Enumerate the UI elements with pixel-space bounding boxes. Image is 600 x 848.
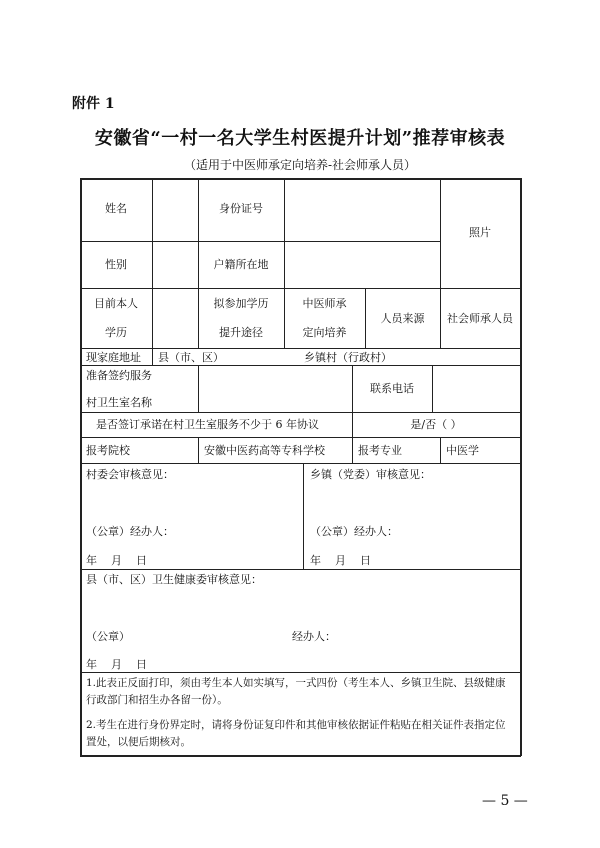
row-line-9 — [80, 672, 521, 673]
col-line-r5-a — [198, 365, 199, 412]
col-line-r7-a — [198, 437, 199, 463]
col-line-r5-c — [432, 365, 433, 412]
col-line-r12-a — [152, 178, 153, 288]
path-value-line2: 定向培养 — [302, 326, 347, 339]
education-label-line2: 学历 — [105, 326, 127, 339]
town-review-label: 乡镇（党委）审核意见： — [310, 468, 431, 481]
source-value: 社会师承人员 — [447, 312, 513, 325]
row-line-8 — [80, 569, 521, 570]
village-seal-handler: （公章）经办人： — [86, 525, 174, 538]
path-value-line1: 中医师承 — [302, 297, 347, 310]
county-review-label: 县（市、区）卫生健康委审核意见： — [86, 573, 262, 586]
path-label-line2: 提升途径 — [219, 326, 263, 339]
town-date: 年 月 日 — [310, 554, 371, 567]
path-label-line1: 拟参加学历 — [213, 297, 269, 310]
col-line-r7-b — [352, 437, 353, 463]
county-handler: 经办人： — [292, 630, 336, 643]
photo-label: 照片 — [469, 226, 491, 239]
village-review-label: 村委会审核意见： — [86, 468, 174, 481]
row-line-3 — [80, 348, 521, 349]
row-line-7 — [80, 463, 521, 464]
village-date: 年 月 日 — [86, 554, 147, 567]
col-line-r12-b — [198, 178, 199, 288]
major-value: 中医学 — [446, 444, 479, 457]
note-1: 1.此表正反面打印，须由考生本人如实填写，一式四份（考生本人、乡镇卫生院、县级健康行政部门和招生办各留一份）。 — [86, 677, 506, 706]
note-2: 2.考生在进行身份界定时，请将身份证复印件和其他审核依据证件粘贴在相关证件表指定位置处，以便后期核对。 — [86, 719, 506, 748]
form-subtitle: （适用于中医师承定向培养-社会师承人员） — [183, 158, 417, 172]
col-line-r8-a — [303, 463, 304, 569]
household-label: 户籍所在地 — [213, 258, 269, 271]
county-seal: （公章） — [86, 630, 130, 643]
name-label: 姓名 — [105, 202, 127, 215]
row-line-5 — [80, 412, 521, 413]
col-line-r7-c — [440, 437, 441, 463]
clinic-label-line1: 准备签约服务 — [86, 369, 152, 382]
col-line-r12-c — [284, 178, 285, 288]
col-line-r4-a — [152, 348, 153, 365]
attachment-label: 附件 1 — [72, 96, 115, 112]
county-date: 年 月 日 — [86, 658, 147, 671]
form-title: 安徽省“一村一名大学生村医提升计划”推荐审核表 — [94, 128, 506, 149]
school-value: 安徽中医药高等专科学校 — [204, 444, 325, 457]
town-village-label: 乡镇村（行政村） — [304, 351, 392, 364]
border-right — [520, 178, 522, 756]
border-top — [80, 178, 521, 180]
education-label-line1: 目前本人 — [94, 297, 138, 310]
id-number-label: 身份证号 — [219, 202, 263, 215]
agreement-label: 是否签订承诺在村卫生室服务不少于 6 年协议 — [96, 418, 319, 431]
row-line-2 — [80, 288, 521, 289]
gender-label: 性别 — [105, 258, 127, 271]
major-label: 报考专业 — [358, 444, 402, 457]
row-line-4 — [80, 365, 521, 366]
town-seal-handler: （公章）经办人： — [310, 525, 398, 538]
county-label: 县（市、区） — [158, 351, 224, 364]
review-form — [80, 178, 521, 756]
col-line-r3-a — [152, 288, 153, 348]
school-label: 报考院校 — [86, 444, 130, 457]
clinic-label-line2: 村卫生室名称 — [86, 396, 152, 409]
agreement-value: 是/否（ ） — [410, 418, 462, 431]
source-label: 人员来源 — [380, 312, 425, 325]
border-bottom — [80, 755, 521, 757]
page-number: — 5 — — [482, 793, 528, 809]
phone-label: 联系电话 — [370, 382, 414, 395]
address-label: 现家庭地址 — [86, 351, 141, 364]
row-line-6 — [80, 437, 521, 438]
row-line-1 — [80, 241, 440, 242]
